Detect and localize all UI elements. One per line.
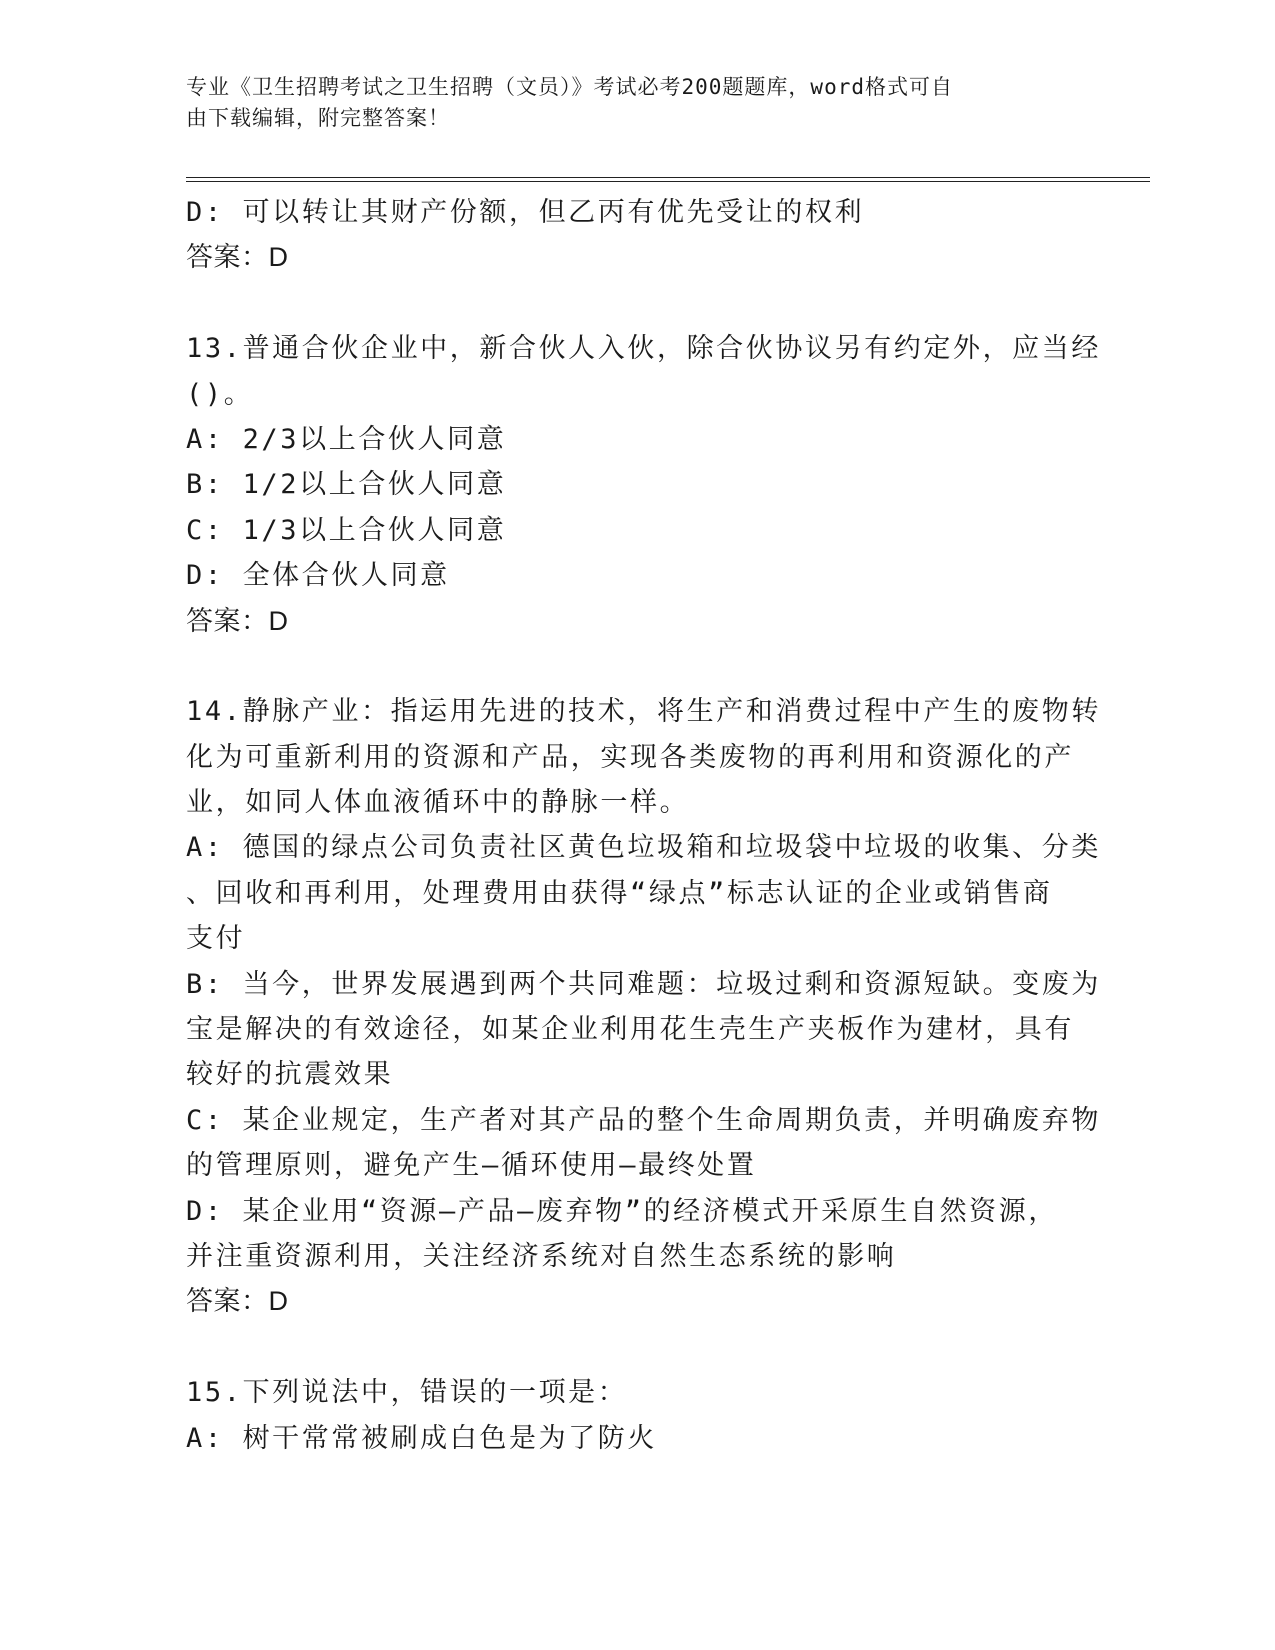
question-15 bbox=[186, 1370, 1086, 1461]
question-list bbox=[186, 190, 1101, 1461]
q14-option-b-line-2: 宝是解决的有效途径，如某企业利用花生壳生产夹板作为建材，具有 bbox=[186, 1014, 1074, 1046]
q13-option-a: A: 2/3以上合伙人同意 bbox=[186, 423, 507, 455]
q13-answer: 答案：D bbox=[186, 605, 289, 636]
q15-option-a: A: 树干常常被刷成白色是为了防火 bbox=[186, 1422, 657, 1454]
q14-option-c-line-2: 的管理原则，避免产生—循环使用—最终处置 bbox=[186, 1150, 757, 1182]
question-13 bbox=[186, 326, 1101, 644]
header-divider-bottom bbox=[186, 181, 1150, 182]
q14-option-a-line-2: 、回收和再利用，处理费用由获得“绿点”标志认证的企业或销售商 bbox=[186, 877, 1053, 909]
q14-option-a-line-1: A: 德国的绿点公司负责社区黄色垃圾箱和垃圾袋中垃圾的收集、分类 bbox=[186, 832, 1101, 864]
q14-answer: 答案：D bbox=[186, 1286, 289, 1317]
header-title-line-1: 专业《卫生招聘考试之卫生招聘（文员）》考试必考200题题库，word格式可自 bbox=[186, 75, 953, 99]
spacer bbox=[186, 1325, 1086, 1370]
q14-option-d-line-2: 并注重资源利用，关注经济系统对自然生态系统的影响 bbox=[186, 1240, 897, 1272]
q14-option-a-line-3: 支付 bbox=[186, 923, 246, 955]
q14-stem-line-1: 14.静脉产业：指运用先进的技术，将生产和消费过程中产生的废物转 bbox=[186, 696, 1101, 728]
q13-stem-line-1: 13.普通合伙企业中，新合伙人入伙，除合伙协议另有约定外，应当经 bbox=[186, 333, 1101, 365]
q12-answer: 答案：D bbox=[186, 242, 289, 273]
q14-option-b-line-1: B: 当今，世界发展遇到两个共同难题：垃圾过剩和资源短缺。变废为 bbox=[186, 968, 1101, 1000]
q13-stem-line-2: ()。 bbox=[186, 378, 254, 410]
spacer bbox=[186, 281, 1086, 326]
q13-option-b: B: 1/2以上合伙人同意 bbox=[186, 469, 507, 501]
q15-stem-line-1: 15.下列说法中，错误的一项是： bbox=[186, 1377, 628, 1409]
q14-stem-line-3: 业，如同人体血液循环中的静脉一样。 bbox=[186, 787, 690, 819]
spacer bbox=[186, 644, 1086, 689]
q13-option-c: C: 1/3以上合伙人同意 bbox=[186, 514, 507, 546]
q13-option-d: D: 全体合伙人同意 bbox=[186, 560, 450, 592]
q12-option-d: D: 可以转让其财产份额，但乙丙有优先受让的权利 bbox=[186, 197, 865, 228]
q14-stem-line-2: 化为可重新利用的资源和产品，实现各类废物的再利用和资源化的产 bbox=[186, 741, 1074, 773]
header-title-line-2: 由下载编辑，附完整答案！ bbox=[186, 106, 450, 130]
question-14 bbox=[186, 689, 1101, 1324]
q14-option-d-line-1: D: 某企业用“资源—产品—废弃物”的经济模式开采原生自然资源， bbox=[186, 1195, 1058, 1227]
page-header bbox=[186, 72, 1066, 134]
header-divider-top bbox=[186, 177, 1150, 178]
q14-option-b-line-3: 较好的抗震效果 bbox=[186, 1059, 394, 1091]
q14-option-c-line-1: C: 某企业规定，生产者对其产品的整个生命周期负责，并明确废弃物 bbox=[186, 1104, 1101, 1136]
